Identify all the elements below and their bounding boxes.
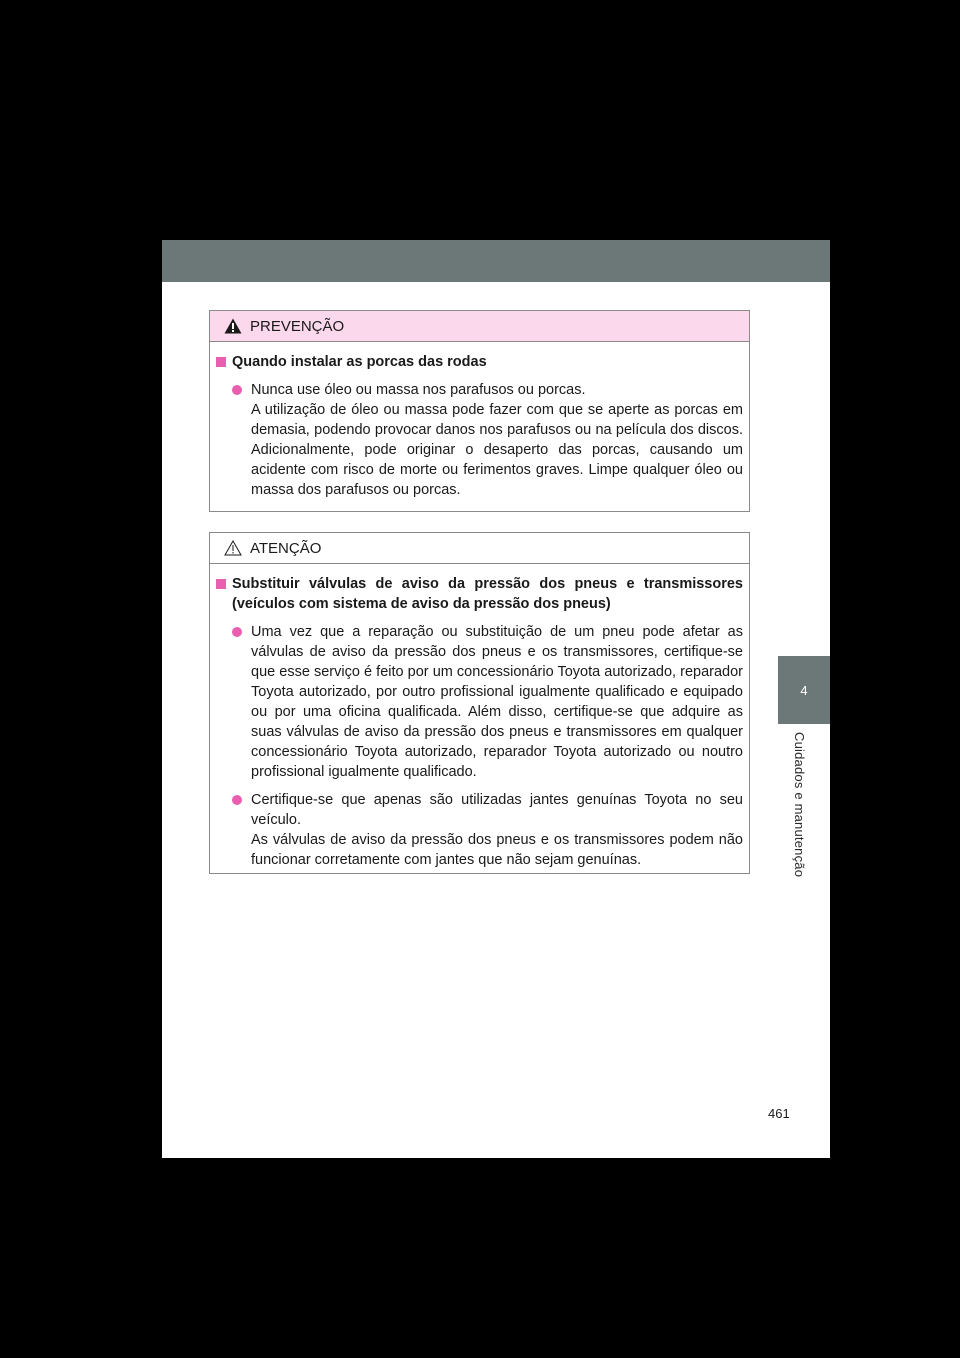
manual-page (162, 240, 830, 1158)
attention-heading: ATENÇÃO (250, 539, 322, 557)
attention-box (209, 532, 750, 874)
prevention-bullet (216, 380, 743, 500)
attention-bullet (216, 790, 743, 870)
prevention-header (210, 311, 749, 342)
chapter-number: 4 (800, 682, 808, 698)
chapter-tab (778, 656, 830, 724)
prevention-bullet-text: Nunca use óleo ou massa nos parafusos ou porcas. A utilização de óleo ou massa pode fazer com que se aperte as porcas em demasia, podendo provocar danos nos parafusos ou na película dos discos. Adicionalmente, pode originar o desaperto das porcas, causando um acidente com risco de morte ou ferimentos graves. Limpe qualquer óleo ou massa dos parafusos ou porcas. (251, 382, 743, 498)
circle-bullet-icon (232, 795, 242, 805)
warning-triangle-filled-icon (224, 318, 242, 334)
page-number: 461 (768, 1106, 790, 1121)
attention-bullet (216, 622, 743, 782)
attention-bullet-text: Certifique-se que apenas são utilizadas jantes genuínas Toyota no seu veículo. As válvulas de aviso da pressão dos pneus e os transmissores podem não funcionar corretamente com jantes que não sejam genuínas. (251, 792, 743, 868)
attention-bullet-text: Uma vez que a reparação ou substituição de um pneu pode afetar as válvulas de aviso da pressão dos pneus e os transmissores, certifique-se que esse serviço é feito por um concessionário Toyota autorizado, reparador Toyota autorizado, por outro profissional igualmente qualificado e equipado ou por uma oficina qualificada. Além disso, certifique-se que adquire as suas válvulas de aviso da pressão dos pneus e transmissores em qualquer concessionário Toyota autorizado, reparador Toyota autorizado ou noutro profissional igualmente qualificado. (251, 624, 743, 780)
header-bar (162, 240, 830, 282)
prevention-heading: PREVENÇÃO (250, 317, 345, 335)
square-bullet-icon (216, 579, 226, 589)
attention-section-title: Substituir válvulas de aviso da pressão dos pneus e transmissores (veículos com sistema de aviso da pressão dos pneus) (216, 574, 743, 614)
prevention-section-title: Quando instalar as porcas das rodas (216, 352, 743, 372)
attention-header (210, 533, 749, 564)
circle-bullet-icon (232, 627, 242, 637)
square-bullet-icon (216, 357, 226, 367)
circle-bullet-icon (232, 385, 242, 395)
warning-triangle-outline-icon (224, 540, 242, 556)
prevention-box (209, 310, 750, 512)
chapter-label: Cuidados e manutenção (792, 732, 807, 878)
